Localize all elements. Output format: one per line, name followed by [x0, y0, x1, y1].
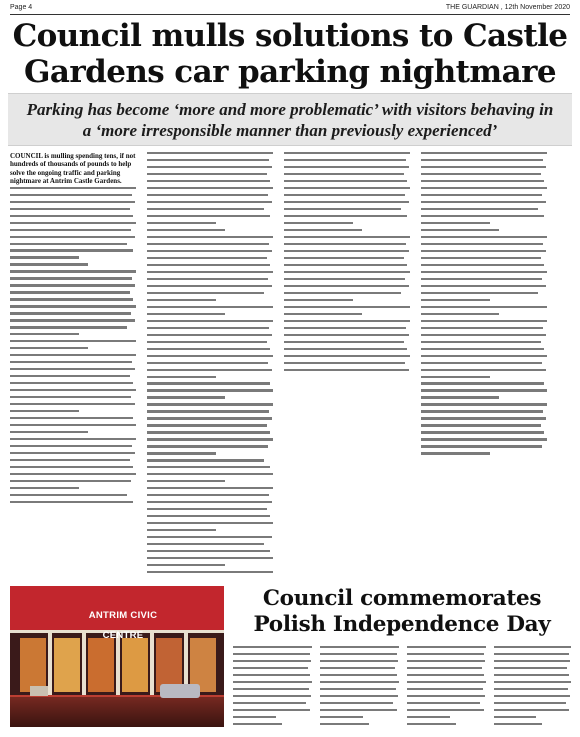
text-line: [494, 667, 567, 669]
text-line: [10, 256, 79, 258]
text-line: [10, 312, 131, 314]
text-line: [233, 709, 310, 711]
text-line: [147, 376, 216, 378]
text-line: [147, 494, 269, 496]
text-line: [147, 152, 273, 154]
text-line: [284, 285, 409, 287]
text-line: [421, 159, 543, 161]
text-line: [284, 292, 401, 294]
text-line: [10, 375, 130, 377]
text-line: [421, 348, 544, 350]
text-line: [10, 501, 133, 503]
text-line: [147, 201, 272, 203]
text-line: [147, 187, 273, 189]
text-line: [407, 716, 450, 718]
text-line: [10, 354, 136, 356]
text-line: [147, 264, 270, 266]
text-line: [421, 201, 546, 203]
text-line: [147, 306, 273, 308]
text-line: [10, 487, 79, 489]
text-line: [10, 368, 135, 370]
text-line: [284, 194, 405, 196]
text-line: [147, 480, 225, 482]
text-line: [284, 348, 407, 350]
text-line: [421, 396, 499, 398]
text-line: [147, 529, 216, 531]
text-line: [421, 180, 544, 182]
text-line: [494, 695, 570, 697]
text-line: [147, 438, 273, 440]
text-line: [421, 215, 544, 217]
article-column-3: [284, 152, 410, 580]
text-line: [407, 646, 486, 648]
text-line: [421, 166, 546, 168]
text-line: [421, 424, 541, 426]
text-line: [284, 166, 409, 168]
text-line: [320, 702, 393, 704]
text-line: [284, 306, 410, 308]
text-line: [147, 299, 216, 301]
text-line: [320, 716, 363, 718]
text-line: [421, 431, 544, 433]
text-line: [284, 229, 362, 231]
text-line: [494, 681, 571, 683]
text-line: [284, 257, 404, 259]
text-line: [494, 709, 569, 711]
text-line: [10, 389, 136, 391]
text-line: [10, 494, 127, 496]
body-text-lines: [494, 646, 571, 725]
text-line: [284, 362, 405, 364]
text-line: [147, 431, 270, 433]
text-line: [233, 660, 311, 662]
text-line: [10, 417, 133, 419]
text-line: [10, 382, 133, 384]
text-line: [421, 222, 490, 224]
text-line: [494, 646, 571, 648]
text-line: [10, 480, 131, 482]
text-line: [494, 723, 542, 725]
text-line: [320, 660, 398, 662]
text-line: [233, 667, 308, 669]
text-line: [147, 313, 225, 315]
text-line: [284, 215, 407, 217]
text-line: [10, 222, 136, 224]
text-line: [421, 271, 547, 273]
text-line: [421, 389, 547, 391]
text-line: [284, 159, 406, 161]
text-line: [10, 466, 133, 468]
text-line: [147, 424, 267, 426]
text-line: [10, 452, 135, 454]
text-line: [407, 674, 484, 676]
text-line: [421, 229, 499, 231]
text-line: [407, 723, 456, 725]
text-line: [421, 452, 490, 454]
text-line: [10, 270, 136, 272]
text-line: [284, 355, 410, 357]
text-line: [421, 257, 541, 259]
page-number: Page 4: [10, 4, 33, 11]
text-line: [147, 271, 273, 273]
text-line: [421, 264, 544, 266]
text-line: [147, 208, 264, 210]
text-line: [421, 382, 544, 384]
text-line: [10, 229, 131, 231]
text-line: [421, 403, 547, 405]
text-line: [147, 396, 225, 398]
building-sign: ANTRIM CIVIC CENTRE: [88, 610, 158, 641]
text-line: [421, 243, 543, 245]
text-line: [421, 313, 499, 315]
text-line: [147, 292, 264, 294]
text-line: [147, 382, 270, 384]
text-line: [147, 564, 225, 566]
text-line: [147, 417, 272, 419]
text-line: [407, 653, 484, 655]
text-line: [284, 208, 401, 210]
text-line: [10, 459, 130, 461]
text-line: [233, 702, 306, 704]
text-line: [10, 326, 127, 328]
text-line: [10, 236, 135, 238]
text-line: [147, 159, 269, 161]
header-rule: [10, 14, 570, 15]
lead-paragraph: COUNCIL is mulling spending tens, if not hundreds of thousands of pounds to help solve the ongoing traffic and parking nightmare at Antrim Castle Gardens.: [10, 152, 136, 186]
civic-centre-photo: [10, 586, 224, 727]
text-line: [147, 285, 272, 287]
body-text-lines: [421, 152, 547, 455]
text-line: [233, 674, 310, 676]
text-line: [147, 445, 268, 447]
text-line: [10, 438, 136, 440]
issue-date: THE GUARDIAN , 12th November 2020: [445, 4, 570, 11]
text-line: [320, 709, 397, 711]
text-line: [284, 243, 406, 245]
text-line: [407, 695, 485, 697]
text-line: [10, 215, 133, 217]
text-line: [147, 334, 272, 336]
text-line: [421, 173, 541, 175]
text-line: [421, 438, 547, 440]
text-line: [10, 305, 136, 307]
text-line: [147, 250, 272, 252]
text-line: [407, 681, 486, 683]
text-line: [421, 236, 547, 238]
text-line: [233, 653, 310, 655]
text-line: [494, 702, 566, 704]
text-line: [284, 264, 407, 266]
text-line: [10, 431, 88, 433]
text-line: [10, 249, 133, 251]
text-line: [147, 536, 272, 538]
text-line: [147, 243, 269, 245]
text-line: [421, 285, 546, 287]
text-line: [421, 341, 541, 343]
text-line: [421, 299, 490, 301]
text-line: [147, 515, 270, 517]
text-line: [284, 187, 410, 189]
text-line: [421, 278, 542, 280]
standfirst-text: Parking has become ‘more and more problematic’ with visitors behaving in a ‘more irresponsible manner than previously experienced’: [26, 100, 554, 140]
text-line: [407, 660, 485, 662]
article-column-2: [147, 152, 273, 580]
text-line: [320, 653, 397, 655]
text-line: [10, 284, 135, 286]
text-line: [284, 313, 362, 315]
text-line: [147, 466, 270, 468]
text-line: [147, 166, 272, 168]
text-line: [10, 403, 135, 405]
text-line: [284, 369, 409, 371]
body-text-lines: [10, 187, 136, 503]
text-line: [10, 277, 132, 279]
text-line: [407, 688, 483, 690]
text-line: [10, 445, 132, 447]
text-line: [147, 487, 273, 489]
text-line: [421, 292, 538, 294]
text-line: [147, 459, 264, 461]
text-line: [147, 341, 267, 343]
text-line: [320, 667, 395, 669]
text-line: [147, 522, 273, 524]
text-line: [494, 660, 570, 662]
text-line: [147, 362, 268, 364]
text-line: [233, 723, 282, 725]
article-column-4: [421, 152, 547, 580]
text-line: [147, 355, 273, 357]
text-line: [421, 334, 546, 336]
text-line: [284, 271, 410, 273]
text-line: [284, 152, 410, 154]
text-line: [494, 674, 569, 676]
text-line: [10, 340, 136, 342]
text-line: [10, 410, 79, 412]
text-line: [147, 571, 273, 573]
text-line: [10, 319, 135, 321]
text-line: [494, 653, 569, 655]
text-line: [147, 320, 273, 322]
text-line: [494, 716, 536, 718]
text-line: [284, 327, 406, 329]
text-line: [147, 180, 270, 182]
text-line: [147, 501, 272, 503]
text-line: [284, 334, 409, 336]
text-line: [284, 341, 404, 343]
text-line: [147, 229, 225, 231]
text-line: [284, 236, 410, 238]
text-line: [233, 646, 312, 648]
standfirst-banner: [8, 93, 572, 146]
text-line: [421, 152, 547, 154]
text-line: [147, 508, 267, 510]
text-line: [147, 543, 264, 545]
text-line: [10, 473, 136, 475]
text-line: [147, 257, 267, 259]
text-line: [147, 550, 270, 552]
text-line: [421, 369, 546, 371]
text-line: [10, 243, 127, 245]
second-article-column-3: [407, 646, 486, 730]
text-line: [147, 278, 268, 280]
text-line: [10, 424, 136, 426]
text-line: [284, 201, 409, 203]
text-line: [320, 688, 396, 690]
text-line: [421, 327, 543, 329]
text-line: [284, 173, 404, 175]
second-headline: Council commemorates Polish Independence Day: [253, 586, 551, 637]
text-line: [10, 291, 130, 293]
text-line: [284, 250, 409, 252]
text-line: [10, 361, 132, 363]
text-line: [147, 173, 267, 175]
text-line: [320, 646, 399, 648]
text-line: [10, 396, 131, 398]
text-line: [147, 215, 270, 217]
body-text-lines: [147, 152, 273, 573]
second-article-column-4: [494, 646, 571, 730]
text-line: [421, 376, 490, 378]
body-text-lines: [407, 646, 486, 725]
article-column-1: [10, 152, 136, 580]
text-line: [147, 473, 273, 475]
text-line: [421, 417, 546, 419]
text-line: [421, 187, 547, 189]
text-line: [320, 674, 397, 676]
text-line: [10, 201, 135, 203]
text-line: [407, 667, 482, 669]
text-line: [421, 250, 546, 252]
text-line: [284, 320, 410, 322]
text-line: [320, 681, 399, 683]
text-line: [10, 347, 88, 349]
text-line: [147, 348, 270, 350]
text-line: [10, 298, 133, 300]
text-line: [407, 709, 484, 711]
text-line: [147, 222, 216, 224]
body-text-lines: [233, 646, 312, 725]
text-line: [147, 403, 273, 405]
text-line: [233, 688, 309, 690]
text-line: [147, 389, 273, 391]
text-line: [233, 695, 311, 697]
text-line: [320, 695, 398, 697]
text-line: [147, 236, 273, 238]
text-line: [421, 208, 538, 210]
text-line: [421, 355, 547, 357]
text-line: [284, 180, 407, 182]
text-line: [421, 445, 542, 447]
text-line: [320, 723, 369, 725]
text-line: [284, 278, 405, 280]
text-line: [284, 222, 353, 224]
second-article-column-1: [233, 646, 312, 730]
text-line: [10, 333, 79, 335]
text-line: [147, 557, 273, 559]
text-line: [147, 369, 272, 371]
text-line: [10, 208, 130, 210]
text-line: [421, 410, 543, 412]
text-line: [147, 194, 268, 196]
body-text-lines: [320, 646, 399, 725]
text-line: [233, 681, 312, 683]
main-headline: Council mulls solutions to Castle Gardens car parking nightmare: [12, 18, 568, 90]
text-line: [407, 702, 480, 704]
text-line: [10, 194, 132, 196]
text-line: [421, 362, 542, 364]
text-line: [10, 263, 88, 265]
second-article-column-2: [320, 646, 399, 730]
text-line: [421, 194, 542, 196]
text-line: [147, 452, 216, 454]
text-line: [233, 716, 276, 718]
text-line: [494, 688, 568, 690]
text-line: [147, 327, 269, 329]
text-line: [421, 320, 547, 322]
text-line: [10, 187, 136, 189]
body-text-lines: [284, 152, 410, 371]
text-line: [421, 306, 547, 308]
text-line: [284, 299, 353, 301]
text-line: [147, 410, 269, 412]
